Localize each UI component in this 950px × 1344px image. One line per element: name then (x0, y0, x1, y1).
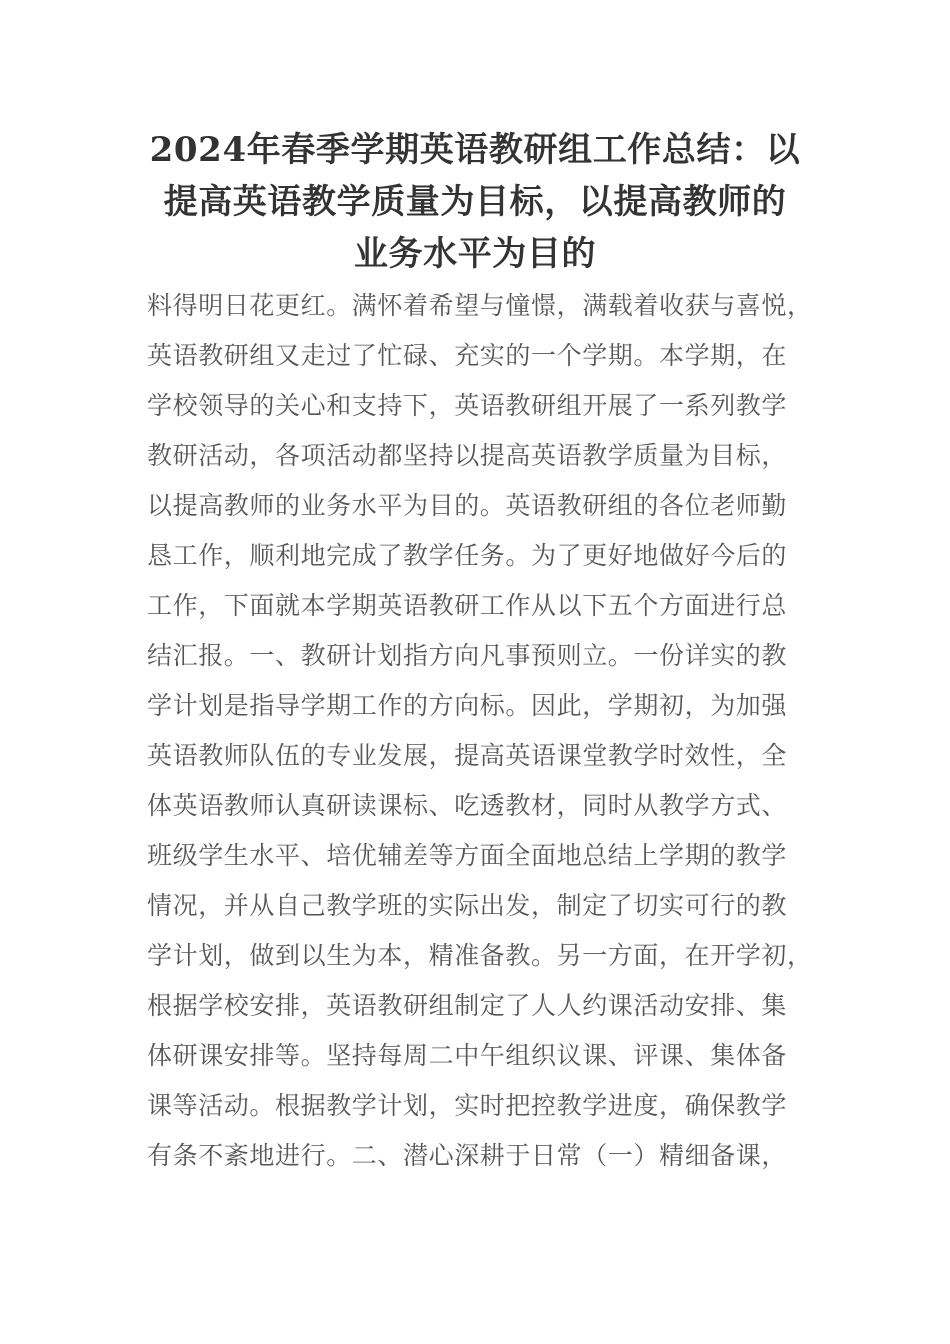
document-title (130, 124, 820, 280)
title-line: 业务水平为目的 (353, 234, 597, 274)
body-line: 结汇报。一、教研计划指方向凡事预则立。一份详实的教 (147, 641, 788, 670)
title-line: 2024年春季学期英语教研组工作总结：以 (149, 130, 801, 170)
body-line: 学校领导的关心和支持下，英语教研组开展了一系列教学 (147, 391, 788, 420)
body-line: 体英语教师认真研读课标、吃透教材，同时从教学方式、 (147, 791, 788, 820)
body-line: 英语教研组又走过了忙碌、充实的一个学期。本学期，在 (147, 341, 788, 370)
body-line: 工作，下面就本学期英语教研工作从以下五个方面进行总 (147, 591, 788, 620)
body-line: 以提高教师的业务水平为目的。英语教研组的各位老师勤 (147, 491, 788, 520)
body-line: 班级学生水平、培优辅差等方面全面地总结上学期的教学 (147, 841, 788, 870)
body-line: 体研课安排等。坚持每周二中午组织议课、评课、集体备 (147, 1041, 788, 1070)
body-line: 英语教师队伍的专业发展，提高英语课堂教学时效性，全 (147, 741, 788, 770)
body-paragraph (147, 281, 813, 1181)
body-line: 学计划，做到以生为本，精准备教。另一方面，在开学初， (147, 941, 813, 970)
body-line: 有条不紊地进行。二、潜心深耕于日常（一）精细备课， (147, 1141, 788, 1170)
body-line: 情况，并从自己教学班的实际出发，制定了切实可行的教 (147, 891, 788, 920)
body-line: 根据学校安排，英语教研组制定了人人约课活动安排、集 (147, 991, 788, 1020)
body-line: 学计划是指导学期工作的方向标。因此，学期初，为加强 (147, 691, 788, 720)
body-line: 恳工作，顺利地完成了教学任务。为了更好地做好今后的 (147, 541, 788, 570)
body-line: 课等活动。根据教学计划，实时把控教学进度，确保教学 (147, 1091, 788, 1120)
title-line: 提高英语教学质量为目标，以提高教师的 (163, 182, 787, 222)
body-line: 料得明日花更红。满怀着希望与憧憬，满载着收获与喜悦， (147, 291, 813, 320)
body-line: 教研活动，各项活动都坚持以提高英语教学质量为目标， (147, 441, 788, 470)
